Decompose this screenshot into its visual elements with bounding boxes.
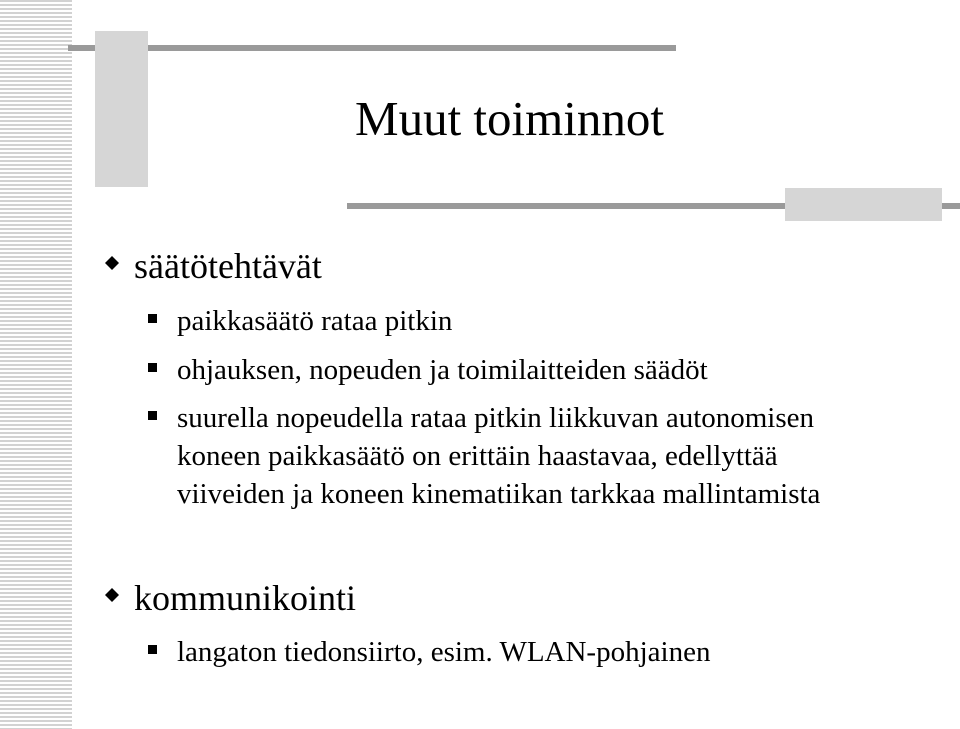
list-item-text: suurella nopeudella rataa pitkin liikkuvan autonomisen koneen paikkasäätö on erittäin haastavaa, edellyttää viiveiden ja koneen kinematiikan tarkkaa mallintamista <box>177 402 821 510</box>
list-item-text: paikkasäätö rataa pitkin <box>177 305 453 337</box>
section-heading-text: kommunikointi <box>134 578 357 618</box>
decorative-right-block <box>785 188 942 221</box>
square-bullet-icon <box>148 363 157 372</box>
decorative-left-block <box>95 31 148 187</box>
square-bullet-icon <box>148 645 157 654</box>
decorative-top-bar <box>68 45 676 51</box>
list-item-text: langaton tiedonsiirto, esim. WLAN-pohjainen <box>177 636 711 668</box>
diamond-bullet-icon <box>105 256 119 270</box>
square-bullet-icon <box>148 411 157 420</box>
list-item-text: ohjauksen, nopeuden ja toimilaitteiden säädöt <box>177 354 708 386</box>
slide-title: Muut toiminnot <box>355 91 665 146</box>
square-bullet-icon <box>148 314 157 323</box>
section-heading-text: säätötehtävät <box>134 246 322 286</box>
diamond-bullet-icon <box>105 588 119 602</box>
decorative-stripes <box>0 0 72 729</box>
